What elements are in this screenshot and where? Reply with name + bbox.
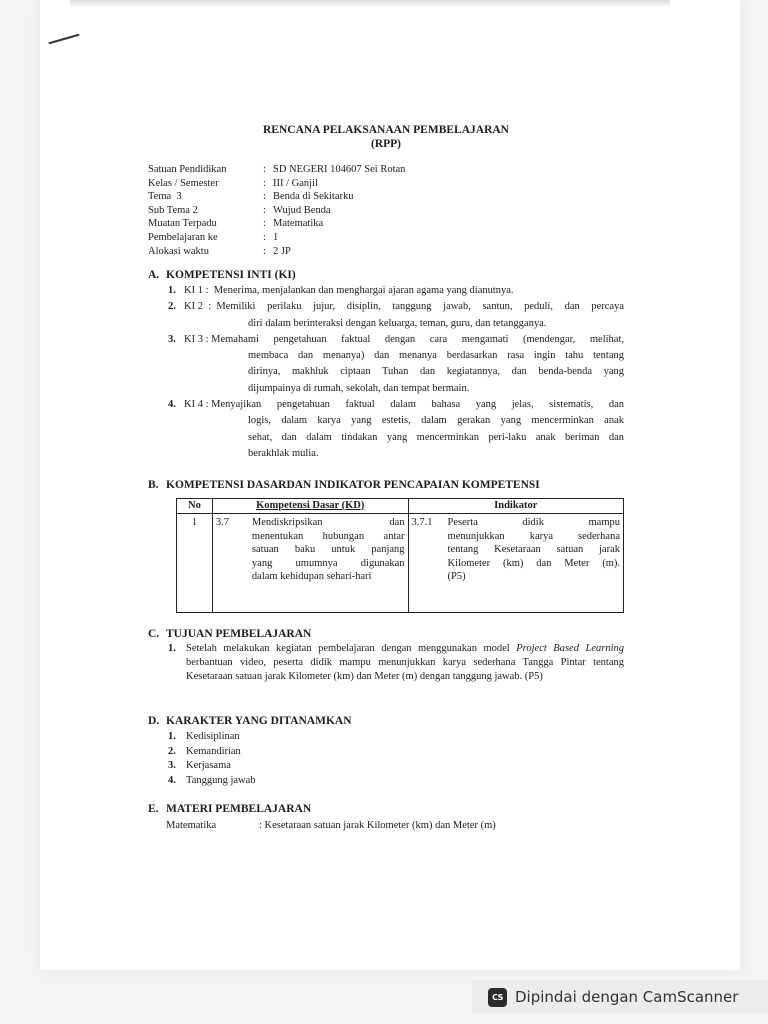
- kd-code: 3.7: [215, 517, 230, 528]
- section-a-heading: [148, 269, 296, 281]
- identity-row: [148, 231, 405, 245]
- tujuan-text: berbantuan video, peserta didik mampu menunjukkan karya sederhana Tangga Pintar tentang Kesetaraan satuan jarak Kilometer (km) dan Meter (m) dengan tanggung jawab. (P5): [186, 657, 624, 683]
- list-text: Tanggung jawab: [186, 774, 256, 786]
- list-number: 4.: [168, 774, 176, 786]
- ki-line: sehat, dan dalam tindakan yang mencerminkan peri-laku anak beriman dan: [248, 431, 624, 443]
- section-e-heading: [148, 803, 311, 815]
- kd-indicator-table: [176, 498, 624, 613]
- identity-colon: :: [263, 245, 266, 257]
- ki-line: Menyajikan pengetahuan faktual dalam bahasa yang jelas, sistematis, dan: [211, 399, 624, 411]
- section-b-heading: [148, 479, 540, 491]
- indicator-cell: [408, 514, 623, 613]
- identity-label: Tema 3: [148, 191, 182, 203]
- ki-label: KI 3 :: [184, 333, 212, 345]
- identity-value: Matematika: [273, 218, 324, 230]
- identity-row: [148, 204, 405, 218]
- identity-block: [148, 163, 405, 258]
- identity-value: Benda di Sekitarku: [273, 191, 354, 203]
- ki-line: logis, dalam karya yang estetis, dalam gerakan yang mencerminkan anak: [248, 415, 624, 427]
- identity-value: Wujud Benda: [273, 204, 331, 216]
- list-item: [168, 759, 256, 774]
- section-letter: C.: [148, 628, 160, 640]
- section-c-heading: [148, 628, 311, 640]
- tujuan-model: Project Based Learning: [516, 643, 624, 654]
- identity-value: III / Ganjil: [273, 177, 318, 189]
- table-header-row: [177, 499, 624, 514]
- kd-cell: [212, 514, 408, 613]
- identity-label: Muatan Terpadu: [148, 218, 217, 230]
- ki-number: 2.: [168, 301, 176, 313]
- ki-number: 4.: [168, 399, 176, 411]
- kd-line: yang umumnya digunakan: [251, 557, 405, 569]
- section-letter: D.: [148, 715, 160, 727]
- identity-colon: :: [263, 204, 266, 216]
- document-title: RENCANA PELAKSANAAN PEMBELAJARAN: [263, 124, 509, 136]
- identity-label: Alokasi waktu: [148, 245, 209, 257]
- list-item: [168, 745, 256, 760]
- document-subtitle: (RPP): [370, 138, 401, 150]
- identity-colon: :: [263, 177, 266, 189]
- section-title: KOMPETENSI DASARDAN INDIKATOR PENCAPAIAN KOMPETENSI: [166, 479, 540, 491]
- indicator-code: 3.7.1: [411, 517, 433, 528]
- column-header: No: [177, 499, 213, 514]
- identity-colon: :: [263, 231, 266, 243]
- karakter-list: [168, 730, 256, 788]
- ki-item: [168, 299, 624, 332]
- section-d-heading: [148, 715, 352, 727]
- list-text: Kerjasama: [186, 760, 231, 772]
- list-number: 2.: [168, 745, 176, 757]
- ki-number: 3.: [168, 333, 176, 345]
- section-title: MATERI PEMBELAJARAN: [166, 803, 312, 815]
- kd-line: dalam kehidupan sehari-hari: [251, 571, 372, 583]
- ki-label: KI 2 :: [184, 301, 217, 313]
- table-row: [177, 514, 624, 613]
- identity-colon: :: [263, 191, 266, 203]
- indicator-line: Kilometer (km) dan Meter (m).: [447, 557, 620, 569]
- identity-value: 1: [273, 231, 279, 243]
- camscanner-logo-icon: CS: [488, 988, 507, 1007]
- ki-line: Memiliki perilaku jujur, disiplin, tanggung jawab, santun, peduli, dan percaya: [216, 301, 624, 313]
- indicator-line: menunjukkan karya sederhana: [447, 530, 620, 542]
- ki-line: Memahami pengetahuan faktual dengan cara mengamati (mendengar, melihat,: [211, 333, 624, 345]
- section-letter: E.: [148, 803, 159, 815]
- ki-line: dijumpainya di rumah, sekolah, dan tempat bermain.: [248, 382, 470, 394]
- kd-line: Mendiskripsikan dan: [251, 517, 405, 528]
- indicator-line: Peserta didik mampu: [447, 517, 620, 528]
- identity-value: SD NEGERI 104607 Sei Rotan: [273, 164, 406, 175]
- identity-row: [148, 177, 405, 191]
- identity-label: Satuan Pendidikan: [148, 164, 227, 175]
- kd-line: menentukan hubungan antar: [251, 530, 405, 542]
- identity-row: [148, 190, 405, 204]
- ki-number: 1.: [168, 285, 176, 296]
- indicator-line: (P5): [447, 571, 466, 583]
- list-text: Kemandirian: [186, 745, 241, 757]
- section-letter: B.: [148, 479, 159, 491]
- materi-label: Matematika: [166, 820, 217, 831]
- tujuan-number: 1.: [168, 643, 176, 654]
- identity-colon: :: [263, 164, 266, 175]
- identity-row: [148, 245, 405, 259]
- watermark-text: Dipindai dengan CamScanner: [515, 988, 739, 1006]
- list-number: 1.: [168, 731, 176, 742]
- page-shadow-strip: [70, 0, 670, 8]
- column-header: Kompetensi Dasar (KD): [212, 499, 408, 514]
- materi-value: : Kesetaraan satuan jarak Kilometer (km) dan Meter (m): [259, 820, 496, 831]
- ki-item: [168, 332, 624, 397]
- camscanner-watermark: [472, 980, 768, 1014]
- tujuan-text: Setelah melakukan kegiatan pembelajaran dengan menggunakan model: [186, 643, 517, 654]
- ki-line: dirinya, makhluk ciptaan Tuhan dan kegiatannya, dan benda-benda yang: [248, 366, 624, 378]
- row-number: 1: [177, 514, 213, 613]
- ki-line: berakhlak mulia.: [248, 447, 319, 459]
- identity-row: [148, 217, 405, 231]
- list-text: Kedisiplinan: [186, 731, 240, 742]
- list-item: [168, 730, 256, 745]
- ki-line: diri dalam berinteraksi dengan keluarga, teman, guru, dan tetangganya.: [248, 317, 547, 329]
- ki-line: membaca dan menanya) dan menanya berdasarkan rasa ingin tahu tentang: [248, 350, 624, 362]
- identity-value: 2 JP: [273, 245, 291, 257]
- identity-label: Kelas / Semester: [148, 177, 219, 189]
- ki-list: [168, 283, 624, 462]
- indicator-line: tentang Kesetaraan satuan jarak: [447, 544, 620, 556]
- column-header: Indikator: [408, 499, 623, 514]
- ki-label: KI 4 :: [184, 399, 212, 411]
- list-item: [168, 774, 256, 789]
- section-title: KOMPETENSI INTI (KI): [166, 269, 296, 281]
- ki-line: Menerima, menjalankan dan menghargai ajaran agama yang dianutnya.: [213, 285, 514, 296]
- identity-colon: :: [263, 218, 266, 230]
- identity-label: Pembelajaran ke: [148, 231, 218, 243]
- identity-label: Sub Tema 2: [148, 204, 198, 216]
- section-letter: A.: [148, 269, 160, 281]
- tujuan-item: [168, 642, 624, 685]
- section-title: KARAKTER YANG DITANAMKAN: [166, 715, 352, 727]
- ki-item: [168, 283, 624, 299]
- ki-label: KI 1 :: [184, 285, 214, 296]
- identity-row: [148, 163, 405, 177]
- list-number: 3.: [168, 760, 176, 772]
- ki-item: [168, 397, 624, 462]
- materi-row: [166, 820, 496, 831]
- kd-line: satuan baku untuk panjang: [251, 544, 405, 556]
- section-title: TUJUAN PEMBELAJARAN: [166, 628, 312, 640]
